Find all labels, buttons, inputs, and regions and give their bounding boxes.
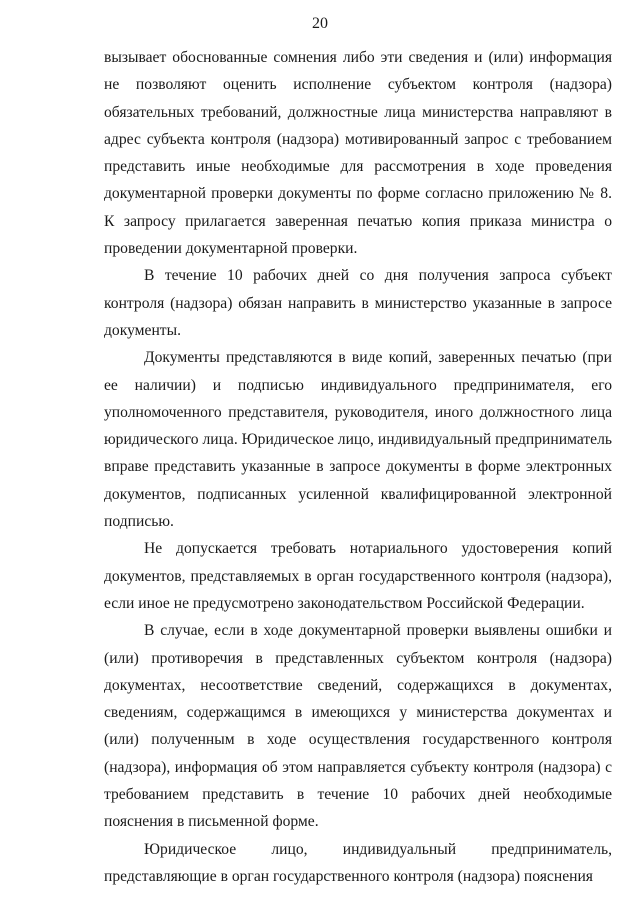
- paragraph: Юридическое лицо, индивидуальный предприниматель, представляющие в орган государственного контроля (надзора) пояснения: [104, 840, 612, 885]
- document-body: [104, 44, 612, 890]
- paragraph: В случае, если в ходе документарной проверки выявлены ошибки и (или) противоречия в представленных субъектом контроля (надзора) документах, несоответствие сведений, содержащихся в документах, сведениям, содержащимся в имеющихся у министерства документах и (или) полученным в ходе осуществления государственного контроля (надзора), информация об этом направляется субъекту контроля (надзора) с требованием представить в течение 10 рабочих дней необходимые пояснения в письменной форме.: [104, 622, 612, 831]
- paragraph: В течение 10 рабочих дней со дня получения запроса субъект контроля (надзора) обязан направить в министерство указанные в запросе документы.: [104, 267, 612, 339]
- paragraph-continuation: вызывает обоснованные сомнения либо эти сведения и (или) информация не позволяют оценить исполнение субъектом контроля (надзора) обязательных требований, должностные лица министерства направляют в адрес субъекта контроля (надзора) мотивированный запрос с требованием представить иные необходимые для рассмотрения в ходе проведения документарной проверки документы по форме согласно приложению № 8. К запросу прилагается заверенная печатью копия приказа министра о проведении документарной проверки.: [104, 49, 612, 258]
- paragraph: Документы представляются в виде копий, заверенных печатью (при ее наличии) и подписью индивидуального предпринимателя, его уполномоченного представителя, руководителя, иного должностного лица юридического лица. Юридическое лицо, индивидуальный предприниматель вправе представить указанные в запросе документы в форме электронных документов, подписанных усиленной квалифицированной электронной подписью.: [104, 349, 612, 531]
- paragraph: Не допускается требовать нотариального удостоверения копий документов, представляемых в орган государственного контроля (надзора), если иное не предусмотрено законодательством Российской Федерации.: [104, 540, 612, 612]
- page-number: 20: [312, 15, 328, 32]
